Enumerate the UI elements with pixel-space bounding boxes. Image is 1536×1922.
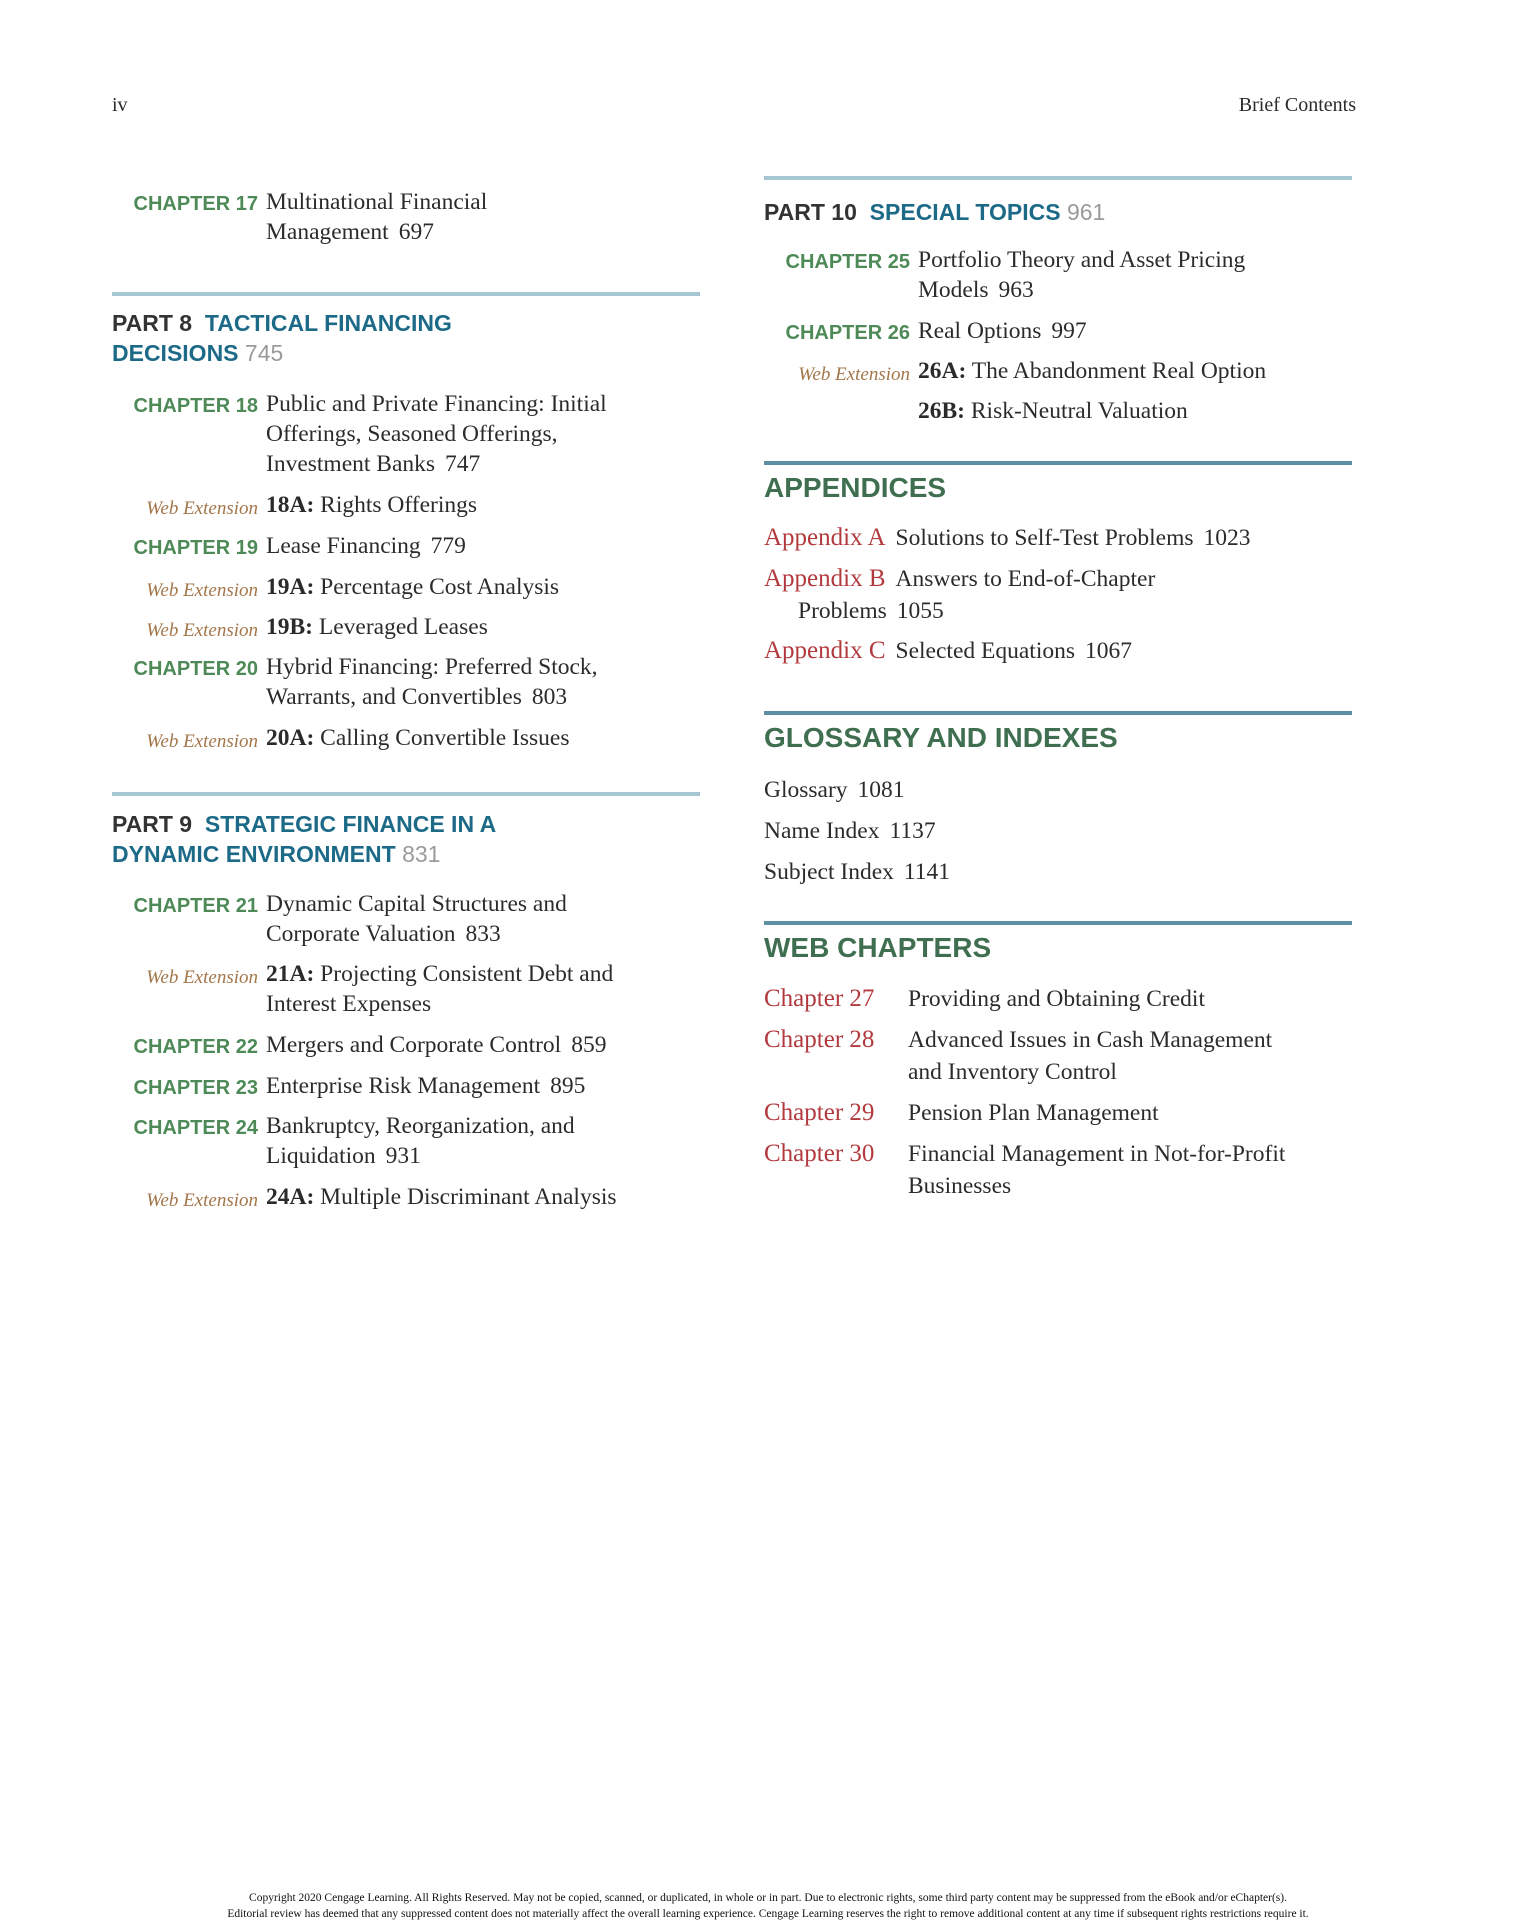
toc-entry-web-extension-26b[interactable] <box>764 396 1352 426</box>
glossary-list <box>764 770 1352 893</box>
toc-entry-chapter-22[interactable] <box>112 1030 700 1062</box>
chapter-label: CHAPTER 20 <box>133 658 258 680</box>
web-extension-label: Web Extension <box>146 731 258 752</box>
appendix-title: Solutions to Self-Test Problems <box>895 525 1194 551</box>
page-ref: 895 <box>550 1073 586 1099</box>
section-divider <box>764 711 1352 715</box>
toc-entry-chapter-17[interactable] <box>112 187 700 247</box>
toc-entry-web-extension-24a[interactable] <box>112 1182 700 1216</box>
chapter-label: CHAPTER 21 <box>133 895 258 917</box>
running-head: Brief Contents <box>1238 94 1356 116</box>
appendix-label: Appendix C <box>764 637 886 664</box>
web-chapter-27[interactable] <box>764 983 1352 1015</box>
page-ref: 963 <box>998 277 1034 303</box>
chapter-label: CHAPTER 26 <box>785 322 910 344</box>
page-ref: 1023 <box>1203 525 1251 551</box>
page-ref: 745 <box>244 340 284 366</box>
subject-index-item[interactable]: Subject Index 1141 <box>764 859 951 885</box>
part-title-cont: DYNAMIC ENVIRONMENT <box>112 841 396 867</box>
chapter-label: CHAPTER 17 <box>133 193 258 215</box>
part-number: PART 9 <box>112 811 193 837</box>
section-divider <box>764 461 1352 465</box>
toc-entry-web-extension-19b[interactable] <box>112 612 700 646</box>
part-number: PART 10 <box>764 199 857 225</box>
web-extension-label: Web Extension <box>146 580 258 601</box>
appendix-title: Answers to End-of-Chapter <box>895 566 1156 592</box>
page-ref: 1055 <box>896 598 944 624</box>
chapter-title: Mergers and Corporate Control 859 <box>266 1032 607 1058</box>
chapter-label: CHAPTER 24 <box>133 1117 258 1139</box>
appendices-title: APPENDICES <box>764 472 947 503</box>
part-divider <box>112 292 700 296</box>
appendix-title-cont: Problems <box>798 598 887 624</box>
web-chapter-29[interactable] <box>764 1097 1352 1129</box>
glossary-item[interactable]: Glossary 1081 <box>764 777 905 803</box>
section-divider <box>764 921 1352 925</box>
glossary-title: GLOSSARY AND INDEXES <box>764 722 1118 753</box>
part-divider <box>112 792 700 796</box>
page-ref: 931 <box>385 1143 421 1169</box>
toc-entry-chapter-26[interactable] <box>764 316 1352 348</box>
web-extension-title: 21A: Projecting Consistent Debt and Interest Expenses <box>266 961 614 1017</box>
web-extension-title: 24A: Multiple Discriminant Analysis <box>266 1184 617 1210</box>
part-title: TACTICAL FINANCING <box>204 310 452 336</box>
toc-entry-appendix-c[interactable] <box>764 635 1352 667</box>
page-ref: 961 <box>1066 199 1106 225</box>
web-extension-title: 26B: Risk-Neutral Valuation <box>918 398 1188 424</box>
page-ref: 997 <box>1051 318 1087 344</box>
web-extension-label: Web Extension <box>146 967 258 988</box>
web-chapter-title: Providing and Obtaining Credit <box>908 986 1205 1012</box>
chapter-label: CHAPTER 19 <box>133 537 258 559</box>
page-number: iv <box>112 94 128 116</box>
chapter-title: Lease Financing 779 <box>266 533 466 559</box>
page-ref: 831 <box>402 841 441 867</box>
page-ref: 697 <box>398 219 434 245</box>
web-chapters-title: WEB CHAPTERS <box>764 932 992 963</box>
toc-entry-chapter-24[interactable] <box>112 1111 700 1171</box>
web-extension-label: Web Extension <box>146 498 258 519</box>
toc-entry-web-extension-18a[interactable] <box>112 490 700 524</box>
web-extension-label-empty <box>764 396 910 400</box>
toc-entry-chapter-25[interactable] <box>764 245 1352 305</box>
part-title: STRATEGIC FINANCE IN A <box>204 811 497 837</box>
web-chapter-28[interactable] <box>764 1024 1352 1088</box>
page-ref: 779 <box>430 533 466 559</box>
toc-entry-appendix-b[interactable] <box>764 563 1352 627</box>
toc-entry-chapter-23[interactable] <box>112 1071 700 1103</box>
part-8-heading[interactable] <box>112 308 700 368</box>
web-chapter-title: Advanced Issues in Cash Management and Inventory Control <box>908 1027 1273 1085</box>
web-extension-title: 20A: Calling Convertible Issues <box>266 725 570 751</box>
chapter-title: Real Options 997 <box>918 318 1087 344</box>
web-extension-title: 19B: Leveraged Leases <box>266 614 488 640</box>
toc-entry-chapter-20[interactable] <box>112 652 700 712</box>
chapter-label: CHAPTER 25 <box>785 251 910 273</box>
page-ref: 833 <box>465 921 501 947</box>
web-chapter-label: Chapter 28 <box>764 1026 875 1053</box>
copyright-line-1: Copyright 2020 Cengage Learning. All Rights Reserved. May not be copied, scanned, or duplicated, in whole or in part. Due to electronic rights, some third party content may be suppressed from the eBook and/or eChapter(s). <box>249 1892 1287 1904</box>
chapter-title: Enterprise Risk Management 895 <box>266 1073 586 1099</box>
web-chapter-30[interactable] <box>764 1138 1352 1202</box>
page-ref: 747 <box>445 451 481 477</box>
toc-entry-chapter-18[interactable] <box>112 389 700 479</box>
name-index-item[interactable]: Name Index 1137 <box>764 818 936 844</box>
toc-entry-web-extension-26a[interactable] <box>764 356 1352 390</box>
web-extension-label: Web Extension <box>146 620 258 641</box>
chapter-title: Multinational Financial Management 697 <box>266 189 488 245</box>
copyright-line-2: Editorial review has deemed that any suppressed content does not materially affect the overall learning experience. Cengage Learning reserves the right to remove additional content at any time if subsequent rights restrictions require it. <box>227 1908 1309 1920</box>
part-10-heading[interactable] <box>764 197 1352 227</box>
web-extension-label: Web Extension <box>798 364 910 385</box>
web-extension-title: 18A: Rights Offerings <box>266 492 478 518</box>
appendix-label: Appendix B <box>764 565 886 592</box>
web-chapter-title: Pension Plan Management <box>908 1100 1159 1126</box>
toc-entry-web-extension-21a[interactable] <box>112 959 700 1019</box>
appendix-title: Selected Equations <box>895 638 1075 664</box>
page-ref: 859 <box>571 1032 607 1058</box>
chapter-title: Bankruptcy, Reorganization, and Liquidation 931 <box>266 1113 575 1169</box>
page-ref: 803 <box>531 684 568 710</box>
part-9-heading[interactable] <box>112 809 700 869</box>
chapter-title: Hybrid Financing: Preferred Stock, Warrants, and Convertibles 803 <box>266 654 598 710</box>
toc-entry-appendix-a[interactable] <box>764 522 1352 554</box>
chapter-title: Public and Private Financing: Initial Offerings, Seasoned Offerings, Investment Banks 747 <box>266 391 607 477</box>
web-chapter-title: Financial Management in Not-for-Profit Businesses <box>908 1141 1286 1199</box>
part-number: PART 8 <box>112 310 193 336</box>
web-extension-title: 19A: Percentage Cost Analysis <box>266 574 560 600</box>
part-divider <box>764 176 1352 180</box>
appendix-label: Appendix A <box>764 524 886 551</box>
web-chapter-label: Chapter 27 <box>764 985 875 1012</box>
page-ref: 1067 <box>1085 638 1132 664</box>
chapter-label: CHAPTER 22 <box>133 1036 258 1058</box>
part-title: SPECIAL TOPICS <box>869 199 1061 225</box>
toc-entry-chapter-19[interactable] <box>112 531 700 563</box>
web-chapter-label: Chapter 30 <box>764 1140 875 1167</box>
web-chapter-label: Chapter 29 <box>764 1099 875 1126</box>
chapter-title: Portfolio Theory and Asset Pricing Models 963 <box>918 247 1246 303</box>
chapter-title: Dynamic Capital Structures and Corporate Valuation 833 <box>266 891 567 947</box>
part-title-cont: DECISIONS <box>112 340 239 366</box>
toc-entry-chapter-21[interactable] <box>112 889 700 949</box>
copyright-footer <box>0 1890 1536 1922</box>
toc-entry-web-extension-19a[interactable] <box>112 572 700 606</box>
chapter-label: CHAPTER 23 <box>133 1077 258 1099</box>
chapter-label: CHAPTER 18 <box>133 395 258 417</box>
toc-entry-web-extension-20a[interactable] <box>112 723 700 757</box>
web-extension-label: Web Extension <box>146 1190 258 1211</box>
web-extension-title: 26A: The Abandonment Real Option <box>918 358 1267 384</box>
